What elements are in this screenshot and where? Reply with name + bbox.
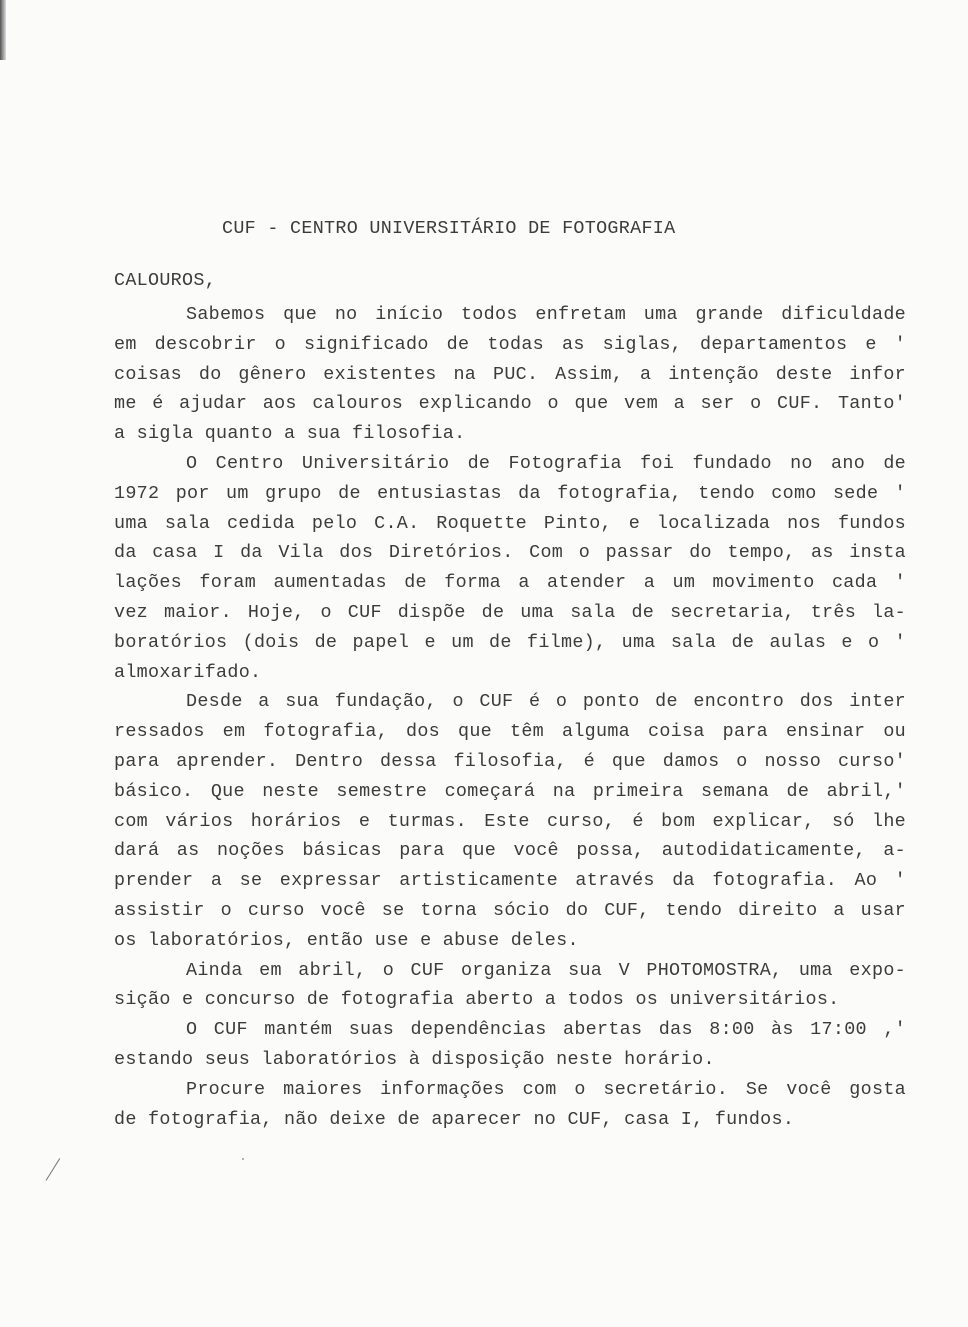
paragraph-3-line-9: os laboratórios, então use e abuse deles.	[114, 929, 579, 951]
paragraph-3-line-6: dará as noções básicas para que você possa, autodidaticamente, a-	[114, 840, 906, 862]
paragraph-1-line-4: me é ajudar aos calouros explicando o que vem a ser o CUF. Tanto'	[114, 393, 906, 415]
paragraph-3-line-1: Desde a sua fundação, o CUF é o ponto de encontro dos inter	[186, 691, 906, 713]
paragraph-3-line-7: prender a se expressar artisticamente através da fotografia. Ao '	[114, 870, 906, 892]
paragraph-6-line-2: de fotografia, não deixe de aparecer no CUF, casa I, fundos.	[114, 1108, 795, 1130]
paragraph-3-line-4: básico. Que neste semestre começará na primeira semana de abril,'	[114, 780, 906, 802]
stray-pen-mark	[46, 1158, 61, 1181]
document-title: CUF - CENTRO UNIVERSITÁRIO DE FOTOGRAFIA	[222, 218, 676, 239]
paragraph-1-line-2: em descobrir o significado de todas as siglas, departamentos e '	[114, 333, 906, 355]
scan-edge-shadow	[0, 0, 6, 60]
paragraph-3-line-3: para aprender. Dentro dessa filosofia, é que damos o nosso curso'	[114, 750, 906, 772]
paragraph-2-line-3: uma sala cedida pelo C.A. Roquette Pinto, e localizada nos fundos	[114, 512, 906, 534]
paragraph-5-line-2: estando seus laboratórios à disposição neste horário.	[114, 1048, 715, 1070]
stray-dot	[242, 1158, 244, 1160]
paragraphs	[114, 300, 914, 1134]
paragraph-6-line-1: Procure maiores informações com o secretário. Se você gosta	[186, 1078, 906, 1100]
paragraph-3-line-5: com vários horários e turmas. Este curso, é bom explicar, só lhe	[114, 810, 906, 832]
paragraph-1-line-5: a sigla quanto a sua filosofia.	[114, 423, 466, 445]
paragraph-2-line-1: O Centro Universitário de Fotografia foi fundado no ano de	[186, 452, 906, 474]
paragraph-2-line-2: 1972 por um grupo de entusiastas da fotografia, tendo como sede '	[114, 482, 906, 504]
salutation: CALOUROS,	[114, 270, 217, 291]
paragraph-3-line-8: assistir o curso você se torna sócio do CUF, tendo direito a usar	[114, 899, 906, 921]
paragraph-3-line-2: ressados em fotografia, dos que têm alguma coisa para ensinar ou	[114, 721, 906, 743]
paragraph-4-line-2: sição e concurso de fotografia aberto a todos os universitários.	[114, 989, 840, 1011]
paragraph-2-line-7: boratórios (dois de papel e um de filme), uma sala de aulas e o '	[114, 631, 906, 653]
paragraph-1-line-1: Sabemos que no início todos enfretam uma grande dificuldade	[186, 304, 906, 325]
paragraph-1-line-3: coisas do gênero existentes na PUC. Assim, a intenção deste infor	[114, 363, 906, 385]
paragraph-5-line-1: O CUF mantém suas dependências abertas das 8:00 às 17:00 ,'	[186, 1019, 906, 1041]
paragraph-2-line-4: da casa I da Vila dos Diretórios. Com o passar do tempo, as insta	[114, 542, 906, 564]
paragraph-4-line-1: Ainda em abril, o CUF organiza sua V PHOTOMOSTRA, uma expo-	[186, 959, 906, 981]
paragraph-2-line-6: vez maior. Hoje, o CUF dispõe de uma sala de secretaria, três la-	[114, 601, 906, 623]
paragraph-2-line-5: lações foram aumentadas de forma a atender a um movimento cada '	[114, 572, 906, 594]
paragraph-2-line-8: almoxarifado.	[114, 661, 262, 683]
